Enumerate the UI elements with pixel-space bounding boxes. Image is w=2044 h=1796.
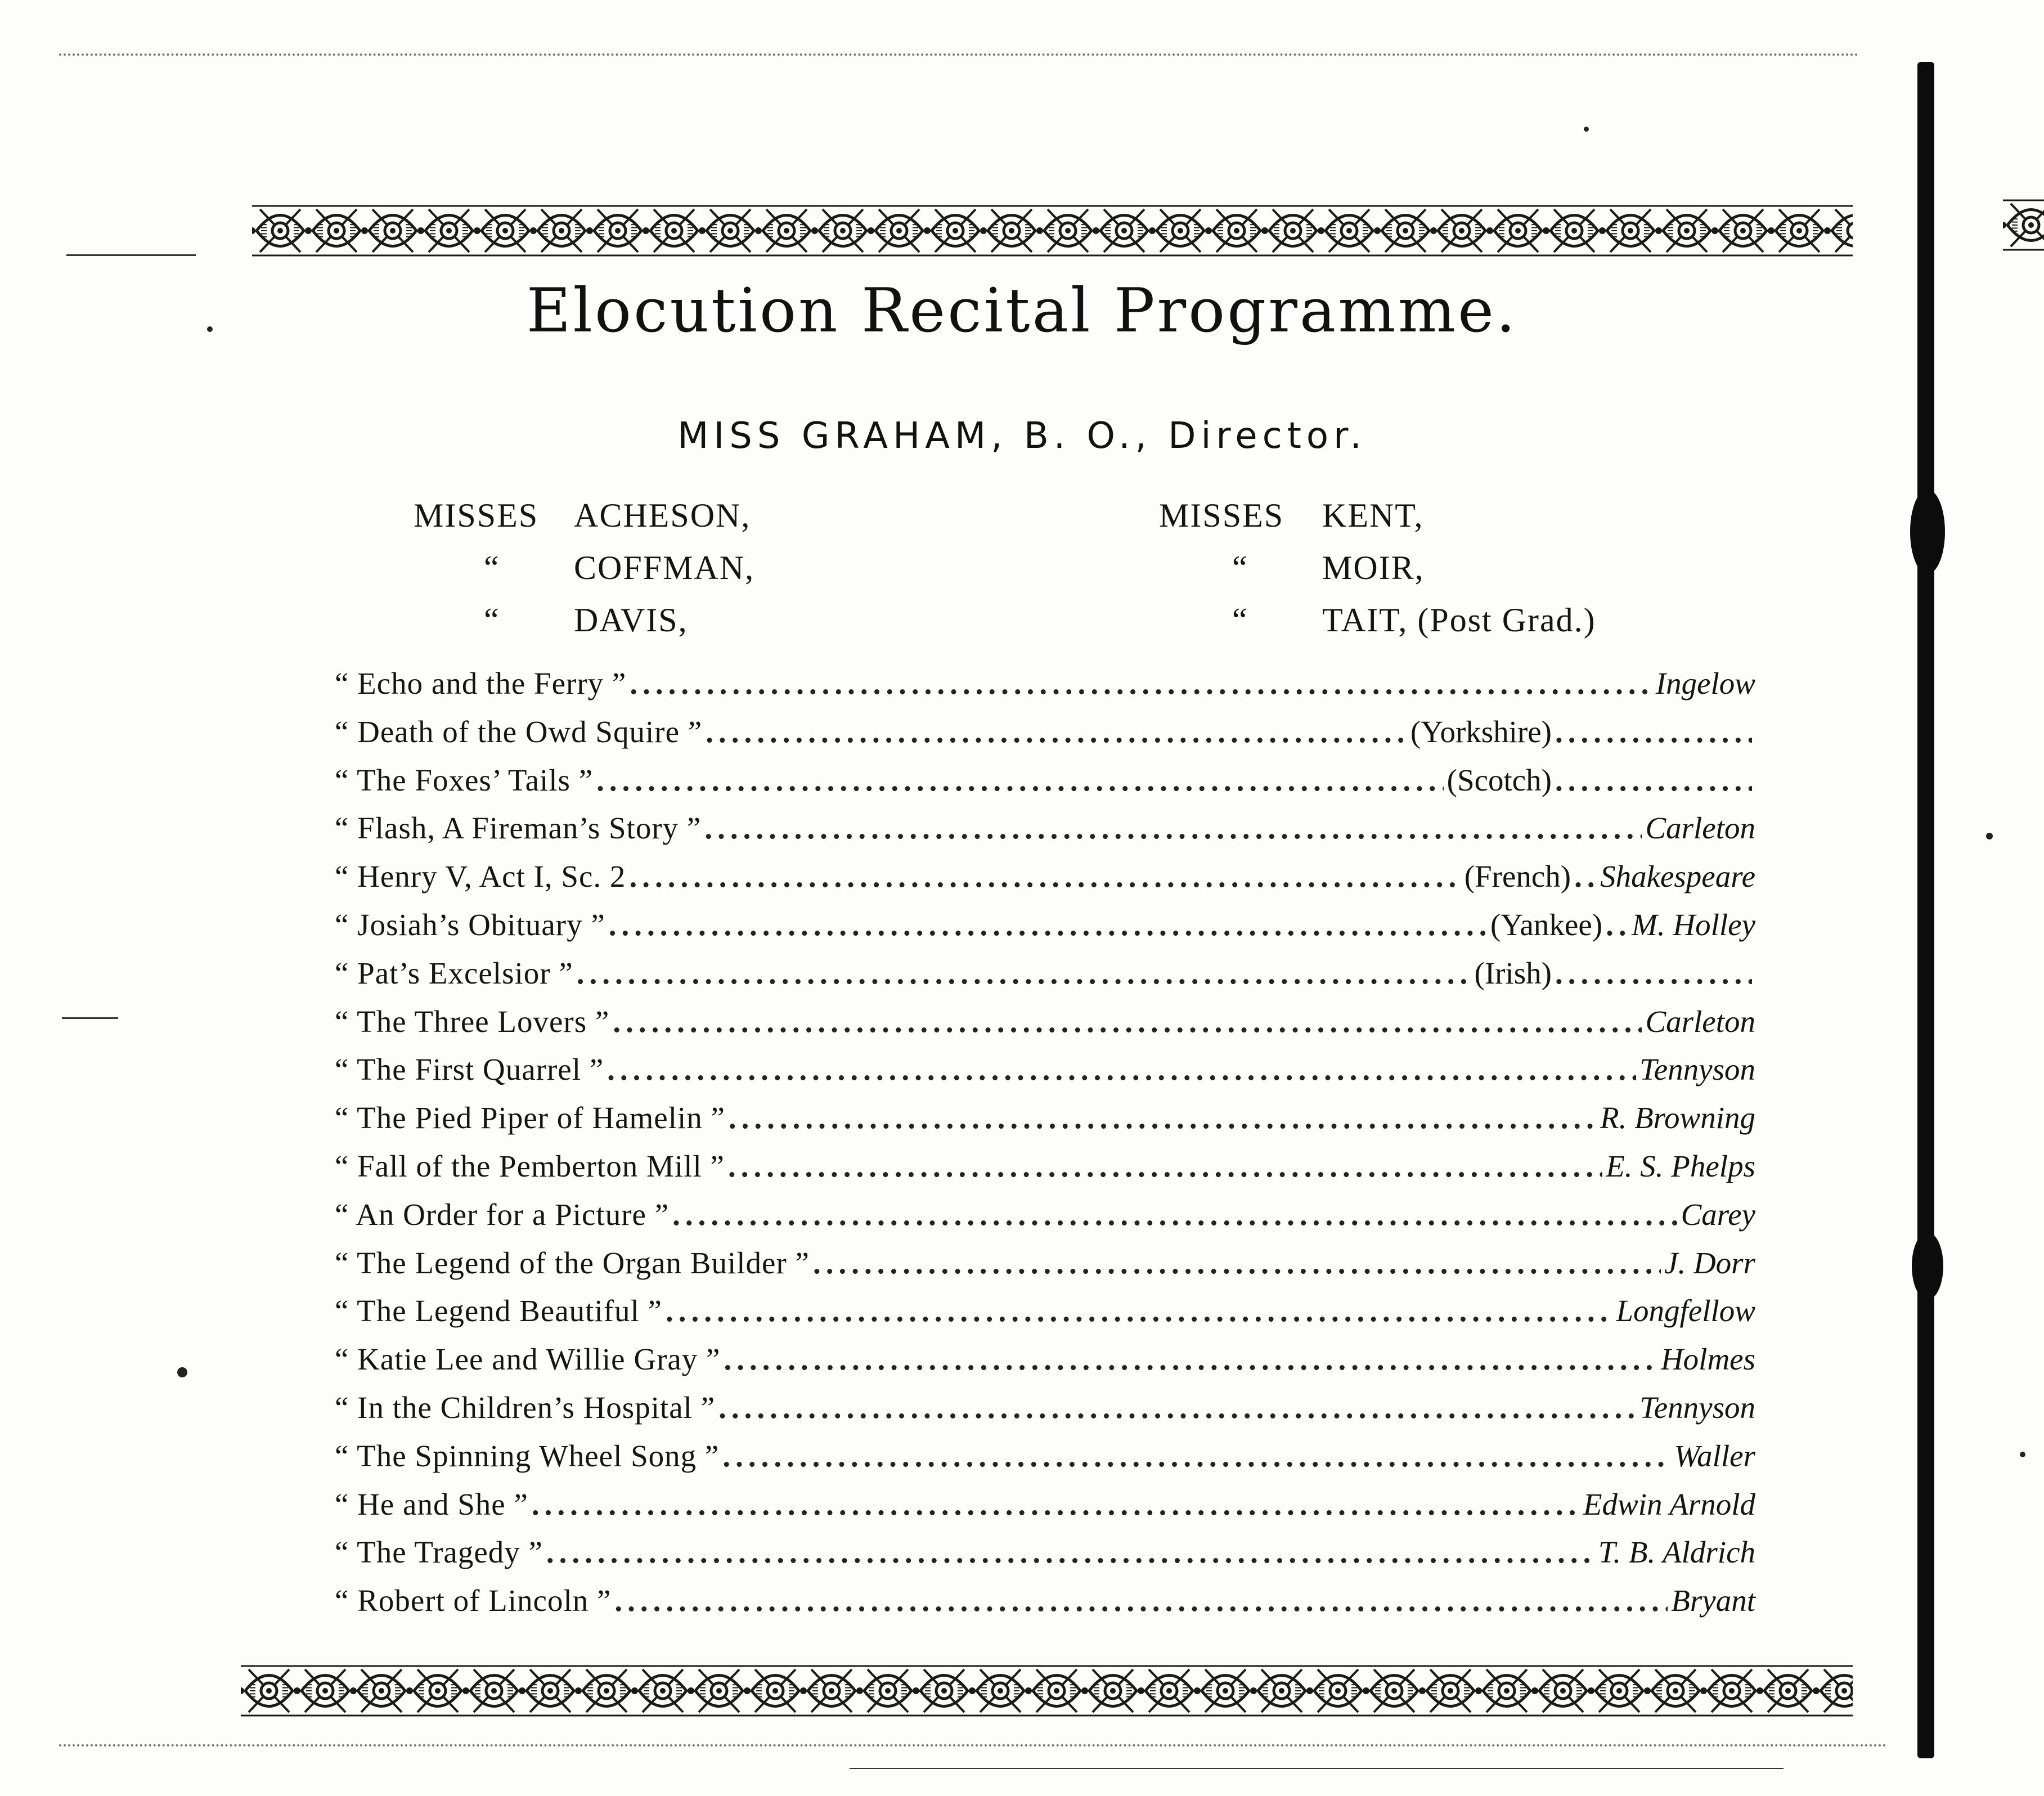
dot-leader (666, 1287, 1613, 1335)
ornament-stroke (1430, 227, 1437, 234)
ornament-stroke (856, 1687, 863, 1694)
item-author: Bryant (1671, 1583, 1755, 1618)
item-title: “ Echo and the Ferry ” (335, 666, 627, 701)
ornament-stroke (1729, 1688, 1735, 1694)
ornament-stroke (1403, 228, 1408, 234)
item-title: “ The First Quarrel ” (335, 1052, 604, 1087)
dot-leader (728, 1142, 1602, 1191)
programme-item (335, 1287, 1755, 1335)
item-author: M. Holley (1632, 907, 1755, 942)
ornament-stroke (1684, 228, 1690, 234)
ornament-stroke (586, 227, 593, 234)
ornament-stroke (1848, 223, 1853, 239)
participant-row (1159, 490, 1722, 542)
ornament-stroke (502, 228, 508, 234)
ornament-stroke (1036, 227, 1043, 234)
ornament-stroke (998, 1688, 1003, 1694)
participant-row (414, 490, 920, 542)
ornament-stroke (1616, 1688, 1622, 1694)
ornament-stroke (1628, 228, 1633, 234)
ornament-stroke (885, 1688, 891, 1694)
ornament-stroke (462, 1687, 469, 1694)
item-dialect: (Scotch) (1446, 762, 1552, 797)
ornament-stroke (1655, 227, 1662, 234)
participant-prefix: MISSES (1159, 497, 1284, 534)
ornament-stroke (1261, 227, 1268, 234)
ornament-stroke (1599, 227, 1606, 234)
item-author: Holmes (1660, 1342, 1755, 1377)
item-author: R. Browning (1600, 1101, 1755, 1135)
ornament-stroke (1290, 228, 1296, 234)
dot-leader (724, 1335, 1657, 1384)
ornament-stroke (829, 1688, 834, 1694)
ornament-stroke (1560, 1688, 1566, 1694)
dot-leader (718, 1384, 1636, 1432)
scan-noise (59, 1744, 1888, 1746)
ornament-stroke (1065, 228, 1071, 234)
ornament-stroke (1194, 1687, 1201, 1694)
ornament-stroke (727, 228, 733, 234)
ornament-stroke (913, 1687, 919, 1694)
dot-leader (1555, 708, 1752, 756)
item-dialect: (French) (1464, 859, 1571, 894)
ornament-stroke (1110, 1688, 1116, 1694)
ornament-stroke (953, 228, 958, 234)
ornament-stroke (896, 228, 902, 234)
ornamental-border-bottom (241, 1663, 1853, 1719)
ornament-stroke (1504, 1688, 1510, 1694)
ornament-stroke (1335, 1688, 1341, 1694)
binding-knob (1912, 1232, 1943, 1300)
ornament-stroke (1543, 227, 1549, 234)
item-title: “ Robert of Lincoln ” (335, 1583, 612, 1618)
ornament-stroke (1785, 1688, 1791, 1694)
ornament-stroke (559, 228, 564, 234)
ornament-stroke (868, 227, 874, 234)
ornament-stroke (322, 1688, 328, 1694)
item-dialect: (Irish) (1474, 955, 1552, 990)
participant-row (1159, 542, 1722, 594)
dot-leader (1606, 901, 1628, 949)
ornament-stroke (1813, 1687, 1820, 1694)
programme-item (335, 1335, 1755, 1384)
ornament-stroke (969, 1687, 976, 1694)
ornament-stroke (1459, 228, 1465, 234)
item-author: Carey (1681, 1197, 1755, 1232)
ornament-stroke (294, 1687, 300, 1694)
item-title: “ Fall of the Pemberton Mill ” (335, 1148, 725, 1183)
ornament-stroke (1841, 1688, 1847, 1694)
ornament-stroke (1138, 1687, 1144, 1694)
ornament-stroke (1588, 1687, 1594, 1694)
dot-leader (614, 1577, 1668, 1625)
item-dialect: (Yankee) (1490, 907, 1603, 942)
item-author: Shakespeare (1600, 859, 1755, 894)
ornament-stroke (1515, 228, 1521, 234)
participant-prefix: MISSES (414, 497, 539, 534)
ornament-stroke (1025, 1687, 1032, 1694)
participant-row (414, 542, 920, 594)
ornament-stroke (417, 227, 424, 234)
ornament-stroke (252, 227, 255, 234)
item-title: “ The Foxes’ Tails ” (335, 762, 594, 797)
margin-rule (66, 254, 196, 256)
ornament-stroke (784, 228, 789, 234)
ornament-stroke (1178, 228, 1183, 234)
ornament-stroke (1306, 1687, 1313, 1694)
ornament-stroke (1363, 1687, 1369, 1694)
item-author: Tennyson (1639, 1390, 1755, 1425)
ornament-stroke (716, 1688, 722, 1694)
ornament-stroke (744, 1687, 751, 1694)
ornament-stroke (1824, 227, 1831, 234)
programme-item (335, 1577, 1755, 1625)
ornament-stroke (1093, 227, 1099, 234)
margin-rule (62, 1017, 118, 1019)
programme-item (335, 1191, 1755, 1239)
programme-item (335, 1528, 1755, 1577)
ornament-stroke (305, 227, 312, 234)
ornament-stroke (2003, 222, 2006, 228)
ornament-stroke (924, 227, 931, 234)
item-title: “ Flash, A Fireman’s Story ” (335, 811, 702, 846)
scan-noise (59, 53, 1859, 56)
ornament-stroke (2028, 222, 2034, 228)
dot-leader (613, 998, 1642, 1046)
ornament-stroke (1448, 1688, 1453, 1694)
dot-leader (706, 708, 1407, 756)
ornament-stroke (1419, 1687, 1426, 1694)
programme-list (335, 659, 1755, 1625)
ornament-stroke (266, 1688, 272, 1694)
dot-leader (629, 852, 1461, 901)
ornament-stroke (1796, 228, 1802, 234)
ornament-stroke (811, 227, 818, 234)
ornament-stroke (1475, 1687, 1482, 1694)
ornament-stroke (1700, 1687, 1707, 1694)
ornament-stroke (1223, 1688, 1228, 1694)
participant-name: TAIT, (Post Grad.) (1322, 601, 1596, 639)
ditto-mark: “ (484, 549, 500, 586)
ornament-stroke (390, 228, 396, 234)
ornament-stroke (1054, 1688, 1059, 1694)
dot-leader (704, 804, 1642, 852)
item-author: J. Dorr (1664, 1245, 1755, 1280)
ornament-stroke (941, 1688, 947, 1694)
ornament-stroke (491, 1688, 497, 1694)
programme-item (335, 1094, 1755, 1142)
item-title: “ Death of the Owd Squire ” (335, 714, 703, 749)
participant-name: MOIR, (1322, 549, 1425, 586)
dot-leader (577, 949, 1471, 998)
item-author: Carleton (1645, 1004, 1755, 1039)
item-title: “ In the Children’s Hospital ” (335, 1390, 716, 1425)
participant-row (414, 594, 920, 646)
ink-speck (2020, 1452, 2025, 1457)
ornament-stroke (277, 228, 283, 234)
ornament-stroke (1571, 228, 1577, 234)
item-title: “ The Legend of the Organ Builder ” (335, 1245, 810, 1280)
director-line: MISS GRAHAM, B. O., Director. (677, 415, 1367, 457)
ornament-stroke (671, 228, 677, 234)
participants-left (414, 490, 920, 646)
ornament-stroke (1149, 227, 1156, 234)
ornament-stroke (1250, 1687, 1257, 1694)
item-author: T. B. Aldrich (1598, 1535, 1755, 1570)
programme-item (335, 1239, 1755, 1287)
ornament-stroke (446, 228, 452, 234)
item-author: Carleton (1645, 811, 1755, 846)
ornament-stroke (1757, 1687, 1763, 1694)
dot-leader (722, 1432, 1670, 1480)
dot-leader (1555, 949, 1752, 998)
ornament-stroke (1009, 228, 1014, 234)
item-title: “ He and She ” (335, 1487, 528, 1521)
item-author: Waller (1674, 1438, 1755, 1473)
item-title: “ The Pied Piper of Hamelin ” (335, 1101, 725, 1135)
programme-item (335, 659, 1755, 708)
ornament-stroke (474, 227, 480, 234)
ornament-stroke (1081, 1687, 1088, 1694)
ornament-stroke (688, 1687, 694, 1694)
dot-leader (1555, 756, 1752, 805)
ditto-mark: “ (1232, 601, 1248, 639)
ornament-stroke (241, 1687, 244, 1694)
ornament-stroke (772, 1688, 778, 1694)
programme-item (335, 949, 1755, 998)
ditto-mark: “ (1232, 549, 1248, 586)
participants-right (1159, 490, 1722, 646)
ornament-stroke (755, 227, 762, 234)
ornament-stroke (1121, 228, 1127, 234)
item-title: “ The Spinning Wheel Song ” (335, 1438, 720, 1473)
ornament-stroke (1205, 227, 1212, 234)
dot-leader (607, 1045, 1636, 1094)
ornament-stroke (530, 227, 537, 234)
participant-name: DAVIS, (574, 601, 688, 639)
item-title: “ Josiah’s Obituary ” (335, 907, 605, 942)
ornament-stroke (604, 1688, 609, 1694)
ornament-stroke (631, 1687, 638, 1694)
programme-item (335, 852, 1755, 901)
ditto-mark: “ (484, 601, 500, 639)
ornament-stroke (1711, 227, 1718, 234)
item-title: “ An Order for a Picture ” (335, 1197, 670, 1232)
item-title: “ Katie Lee and Willie Gray ” (335, 1342, 721, 1377)
ornamental-border-top (252, 203, 1853, 259)
ornament-stroke (334, 228, 339, 234)
ornament-stroke (379, 1688, 384, 1694)
ornament-stroke (980, 227, 987, 234)
participant-name: ACHESON, (574, 497, 751, 534)
ornament-stroke (1391, 1688, 1397, 1694)
ornament-stroke (643, 227, 649, 234)
ornament-stroke (1346, 228, 1352, 234)
ornament-stroke (615, 228, 621, 234)
ornament-stroke (840, 228, 846, 234)
ornament-stroke (575, 1687, 582, 1694)
ink-speck (1986, 833, 1993, 839)
programme-item (335, 1142, 1755, 1191)
ornament-stroke (406, 1687, 413, 1694)
dot-leader (596, 756, 1444, 805)
participant-name: KENT, (1322, 497, 1424, 534)
item-author: E. S. Phelps (1606, 1148, 1755, 1183)
ink-speck (1584, 127, 1589, 132)
ornament-stroke (1531, 1687, 1538, 1694)
item-title: “ Pat’s Excelsior ” (335, 955, 573, 990)
dot-leader (532, 1480, 1580, 1529)
ornament-stroke (1768, 227, 1775, 234)
programme-item (335, 804, 1755, 852)
ornamental-border-fragment (2003, 197, 2044, 253)
programme-item (335, 1432, 1755, 1480)
dot-leader (672, 1191, 1678, 1239)
ornament-stroke (435, 1688, 441, 1694)
binding-knob (1910, 490, 1945, 574)
dot-leader (630, 659, 1652, 708)
item-title: “ The Three Lovers ” (335, 1004, 610, 1039)
programme-item (335, 708, 1755, 756)
programme-item (335, 1384, 1755, 1432)
item-title: “ The Tragedy ” (335, 1535, 543, 1570)
ornament-stroke (1740, 228, 1746, 234)
ornament-stroke (1374, 227, 1381, 234)
ornament-stroke (350, 1687, 357, 1694)
item-author: Edwin Arnold (1583, 1487, 1755, 1521)
ornament-stroke (1234, 228, 1239, 234)
programme-title: Elocution Recital Programme. (526, 276, 1518, 346)
ornament-stroke (361, 227, 368, 234)
programme-item (335, 1045, 1755, 1094)
dot-leader (546, 1528, 1595, 1577)
item-title: “ The Legend Beautiful ” (335, 1294, 662, 1328)
participant-row (1159, 594, 1722, 646)
ornament-stroke (1644, 1687, 1651, 1694)
dot-leader (729, 1094, 1597, 1142)
ornament-stroke (660, 1688, 666, 1694)
item-author: Ingelow (1655, 666, 1755, 701)
ink-speck (177, 1367, 187, 1377)
item-title: “ Henry V, Act I, Sc. 2 (335, 859, 626, 894)
ornament-stroke (800, 1687, 807, 1694)
ornament-stroke (1673, 1688, 1678, 1694)
ornament-stroke (1486, 227, 1493, 234)
programme-item (335, 756, 1755, 805)
margin-rule (850, 1768, 1784, 1769)
programme-item (335, 1480, 1755, 1529)
ornament-stroke (1166, 1688, 1172, 1694)
item-author: Longfellow (1616, 1294, 1755, 1328)
dot-leader (1574, 852, 1597, 901)
item-dialect: (Yorkshire) (1410, 714, 1552, 749)
ornament-stroke (699, 227, 706, 234)
ornament-stroke (547, 1688, 553, 1694)
programme-item (335, 998, 1755, 1046)
dot-leader (609, 901, 1487, 949)
programme-item (335, 901, 1755, 949)
dot-leader (813, 1239, 1661, 1287)
participant-name: COFFMAN, (574, 549, 755, 586)
ornament-stroke (1318, 227, 1324, 234)
ornament-stroke (1279, 1688, 1284, 1694)
item-author: Tennyson (1639, 1052, 1755, 1087)
ornament-stroke (519, 1687, 525, 1694)
